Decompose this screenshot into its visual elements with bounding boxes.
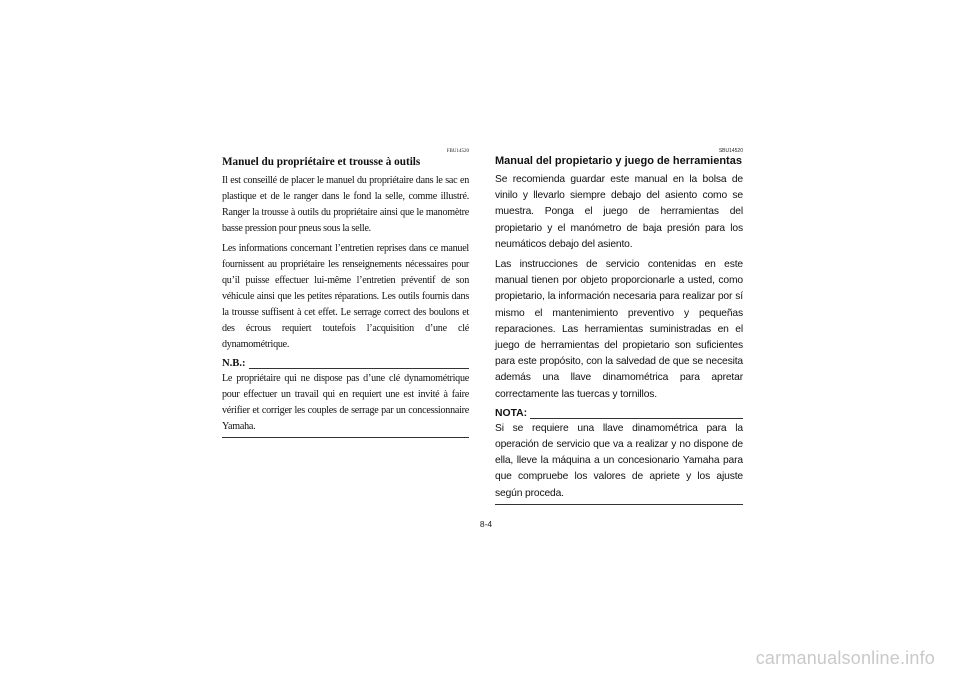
page-number: 8-4	[479, 519, 493, 529]
spanish-column	[495, 148, 743, 505]
note-text: Si se requiere una llave dinamométrica para la operación de servicio que va a realizar y no dispone de ella, lleve la máquina a un concesionario Yamaha para que compruebe los valores de apriete y los ajuste según proceda.	[495, 422, 743, 499]
paragraph-2: Les informations concernant l’entretien reprises dans ce manuel fournissent au propriétaire les renseignements nécessaires pour qu’il puisse effectuer lui-même l’entretien préventif de son véhicule ainsi que les petites réparations. Les outils fournis dans la trousse suffisent à cet effet. Le serrage correct des boulons et des écrous requiert toutefois l’acquisition d’une clé dynamométrique.	[222, 243, 469, 350]
note-header	[222, 357, 469, 371]
section-title: Manuel du propriétaire et trousse à outils	[222, 156, 421, 168]
note-rule	[530, 418, 743, 419]
note-header	[495, 407, 743, 421]
section-code: SBU14520	[718, 148, 743, 154]
paragraph-1: Se recomienda guardar este manual en la bolsa de vinilo y llevarlo siempre debajo del asiento como se muestra. Ponga el juego de herramientas del propietario y el manómetro de baja presión para los neumáticos debajo del asiento.	[495, 174, 743, 250]
section-title: Manual del propietario y juego de herramientas	[495, 155, 742, 167]
section-code: FBU14520	[446, 149, 469, 154]
note-label: NOTA:	[495, 407, 528, 419]
paragraph-1: Il est conseillé de placer le manuel du propriétaire dans le sac en plastique et de le ranger dans le fond la selle, comme illustré. Ranger la trousse à outils du propriétaire ainsi que le manomètre basse pression pour pneus sous la selle.	[222, 175, 469, 234]
watermark: carmanualsonline.info	[755, 648, 935, 668]
note-text: Le propriétaire qui ne dispose pas d’une clé dynamométrique pour effectuer un travail qui en requiert une est invité à faire vérifier et corriger les couples de serrage par un concessionnaire Yamaha.	[222, 373, 469, 432]
note-label: N.B.:	[222, 358, 246, 369]
note-end-rule	[495, 504, 743, 505]
note-rule	[249, 368, 469, 369]
paragraph-2: Las instrucciones de servicio contenidas en este manual tienen por objeto proporcionarle a usted, como propietario, la información necesaria para realizar por sí mismo el mantenimiento preventivo y pequeñas reparaciones. Las herramientas suministradas en el juego de herramientas del propietario son suficientes para este propósito, con la salvedad de que se necesita además una llave dinamométrica para apretar correctamente las tuercas y tornillos.	[495, 259, 743, 400]
note-end-rule	[222, 437, 469, 438]
french-column	[222, 148, 469, 438]
